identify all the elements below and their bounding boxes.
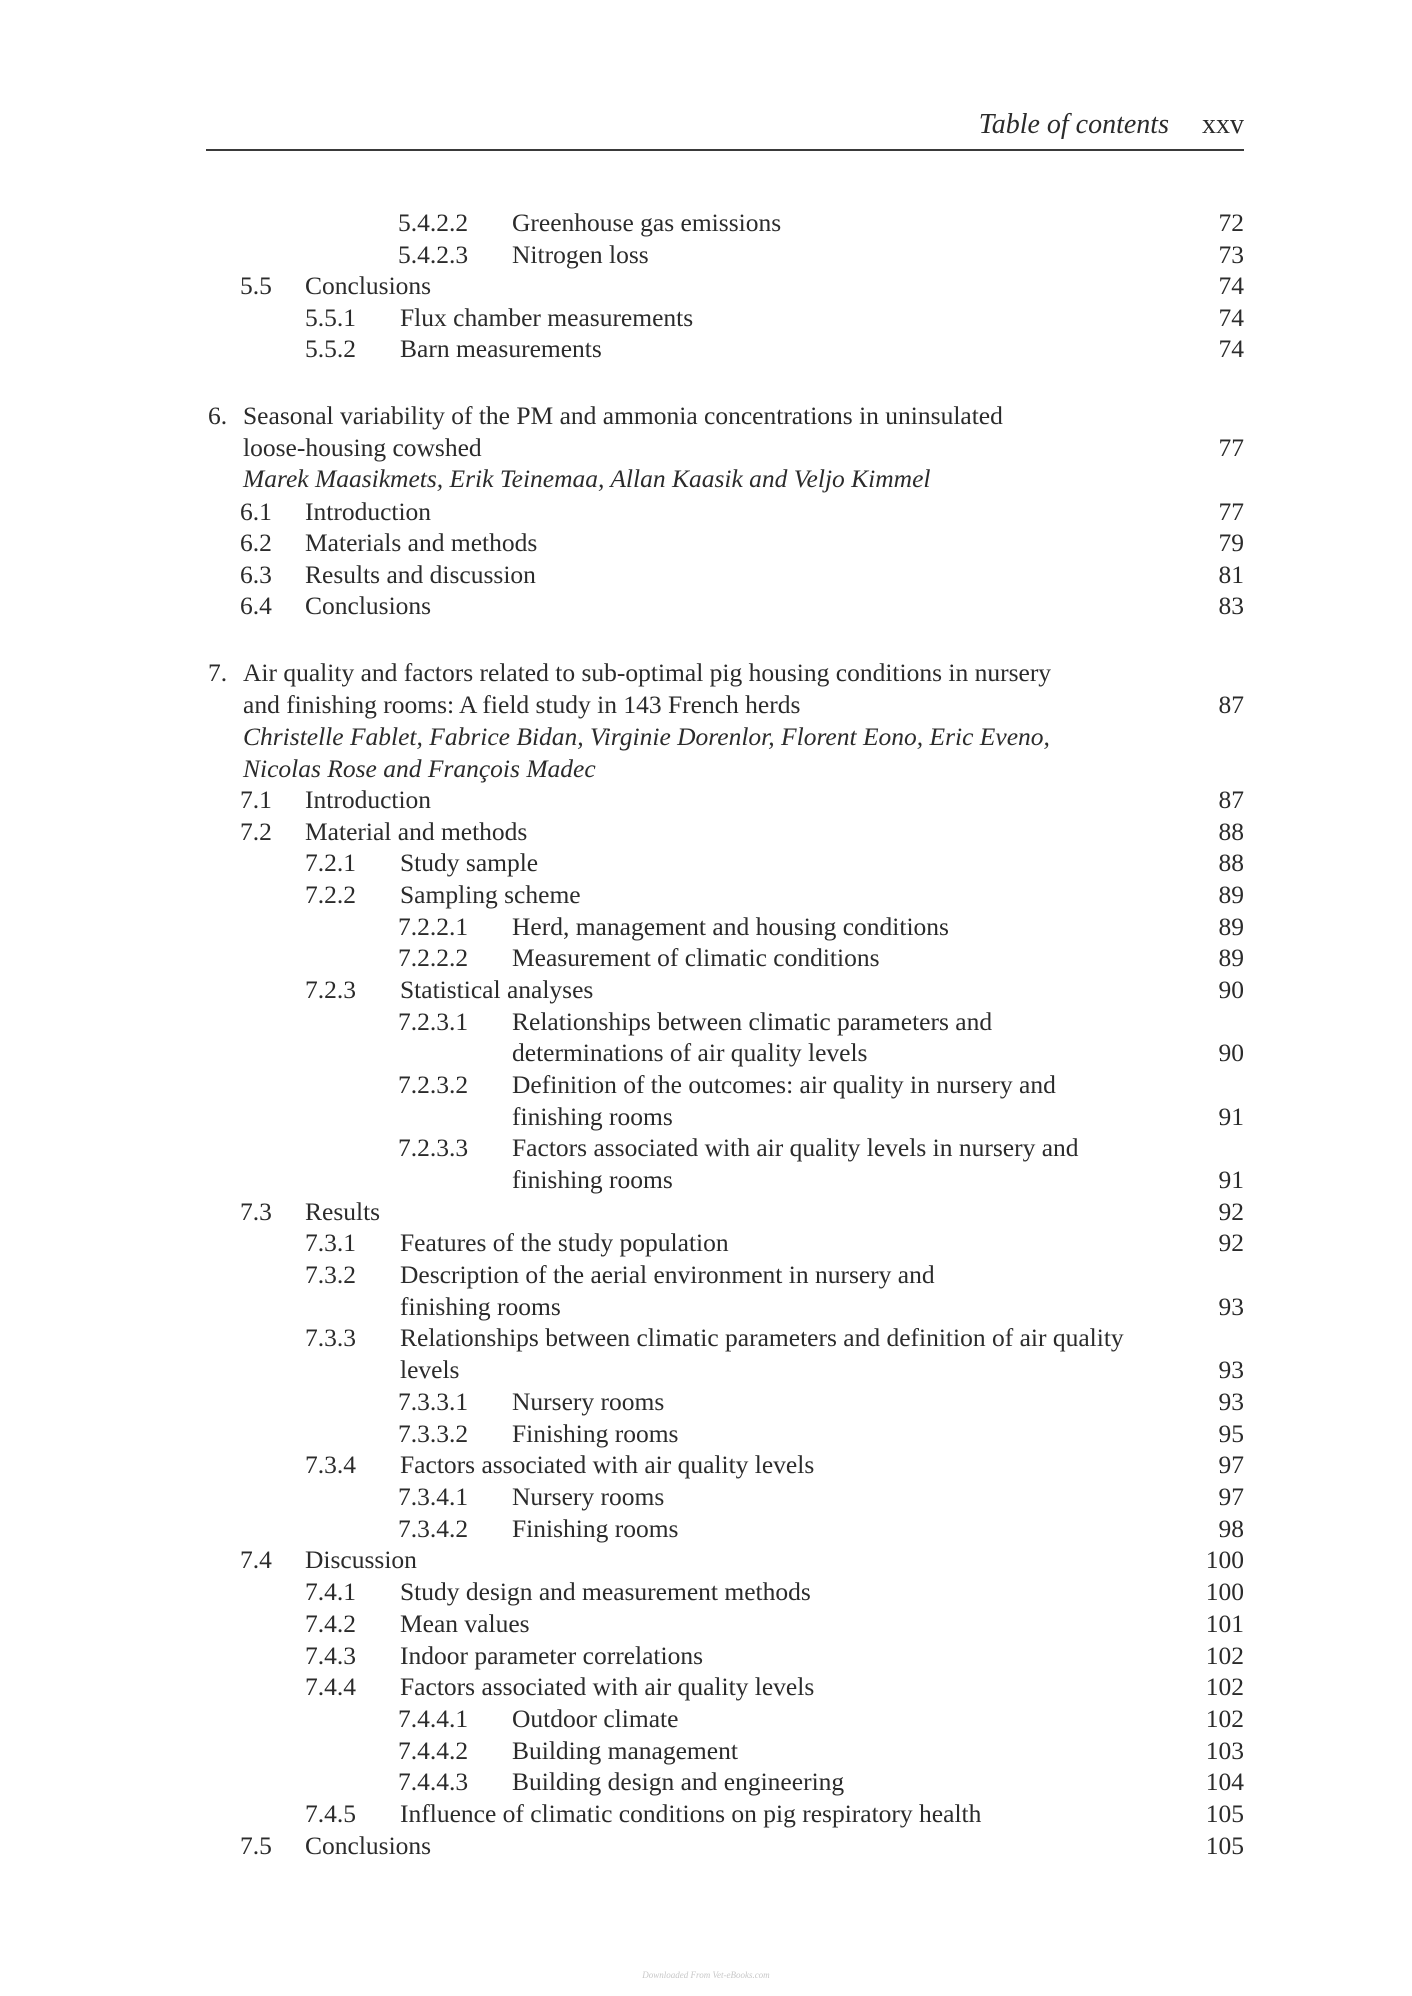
- toc-entry-title: Building design and engineering: [512, 1767, 845, 1796]
- toc-entry-title: Conclusions: [305, 1831, 432, 1860]
- toc-entry-title: levels: [400, 1355, 460, 1384]
- toc-entry[interactable]: [0, 1132, 1412, 1164]
- toc-entry-title: Conclusions: [305, 591, 432, 620]
- toc-authors-line[interactable]: [0, 753, 1412, 785]
- toc-page-number: 72: [1218, 208, 1244, 237]
- toc-entry[interactable]: [0, 1259, 1412, 1291]
- toc-entry[interactable]: [0, 1322, 1412, 1354]
- toc-page-number: 89: [1218, 912, 1244, 941]
- toc-page-number: 87: [1218, 785, 1244, 814]
- toc-entry[interactable]: [0, 1418, 1412, 1450]
- toc-entry-title: Seasonal variability of the PM and ammonia concentrations in uninsulated: [243, 401, 1003, 430]
- toc-entry-title: Factors associated with air quality levels: [400, 1450, 815, 1479]
- toc-entry-number: 6.4: [240, 591, 272, 620]
- toc-entry-number: 7.4.3: [305, 1641, 356, 1670]
- toc-entry-title: Definition of the outcomes: air quality in nursery and: [512, 1070, 1056, 1099]
- toc-page-number: 73: [1218, 240, 1244, 269]
- toc-entry-number: 7.3.4: [305, 1450, 356, 1479]
- toc-entry-title: Conclusions: [305, 271, 432, 300]
- toc-entry-number: 7.: [208, 658, 228, 687]
- toc-entry[interactable]: [0, 559, 1412, 591]
- toc-entry-number: 7.4.4.2: [398, 1736, 469, 1765]
- toc-entry-number: 7.2.3.2: [398, 1070, 469, 1099]
- toc-entry-title: Barn measurements: [400, 334, 602, 363]
- toc-entry[interactable]: [0, 239, 1412, 271]
- toc-entry[interactable]: [0, 1576, 1412, 1608]
- toc-entry-title: finishing rooms: [512, 1102, 673, 1131]
- toc-entry-number: 7.3.4.1: [398, 1482, 469, 1511]
- toc-entry-number: 7.4.4.3: [398, 1767, 469, 1796]
- toc-entry-title: Air quality and factors related to sub-optimal pig housing conditions in nursery: [243, 658, 1052, 687]
- toc-entry-title: Finishing rooms: [512, 1514, 679, 1543]
- toc-entry-title: Greenhouse gas emissions: [512, 208, 782, 237]
- toc-entry-number: 7.2.3.1: [398, 1007, 469, 1036]
- toc-entry[interactable]: [0, 1354, 1412, 1386]
- toc-entry[interactable]: [0, 1481, 1412, 1513]
- toc-entry[interactable]: [0, 974, 1412, 1006]
- toc-page-number: 89: [1218, 943, 1244, 972]
- toc-entry-title: Factors associated with air quality levels in nursery and: [512, 1133, 1079, 1162]
- toc-entry-number: 5.5.2: [305, 334, 356, 363]
- toc-entry[interactable]: [0, 1101, 1412, 1133]
- toc-entry[interactable]: [0, 590, 1412, 622]
- toc-entry[interactable]: [0, 1006, 1412, 1038]
- toc-page-number: 93: [1218, 1292, 1244, 1321]
- toc-page-number: 88: [1218, 817, 1244, 846]
- toc-page-number: 97: [1218, 1482, 1244, 1511]
- toc-entry-title: Materials and methods: [305, 528, 538, 557]
- toc-entry[interactable]: [0, 1227, 1412, 1259]
- toc-entry-number: 5.5: [240, 271, 272, 300]
- toc-entry-title: Description of the aerial environment in nursery and: [400, 1260, 935, 1289]
- toc-entry[interactable]: [0, 1671, 1412, 1703]
- toc-entry-number: 6.3: [240, 560, 272, 589]
- toc-entry-title: Flux chamber measurements: [400, 303, 694, 332]
- toc-page-number: 81: [1218, 560, 1244, 589]
- toc-entry[interactable]: [0, 911, 1412, 943]
- toc-entry[interactable]: [0, 942, 1412, 974]
- toc-entry-number: 7.1: [240, 785, 272, 814]
- toc-entry-number: 7.2.2.2: [398, 943, 469, 972]
- toc-entry-number: 7.4.1: [305, 1577, 356, 1606]
- toc-entry-title: finishing rooms: [400, 1292, 561, 1321]
- toc-page-number: 74: [1218, 303, 1244, 332]
- toc-page-number: 93: [1218, 1387, 1244, 1416]
- toc-page-number: 101: [1205, 1609, 1244, 1638]
- toc-entry-title: Introduction: [305, 785, 432, 814]
- toc-entry-title: Factors associated with air quality levels: [400, 1672, 815, 1701]
- toc-entry-number: 7.2.3: [305, 975, 356, 1004]
- toc-entry[interactable]: [0, 432, 1412, 464]
- toc-authors: Nicolas Rose and François Madec: [243, 754, 596, 783]
- toc-entry-title: loose-housing cowshed: [243, 433, 482, 462]
- toc-entry[interactable]: [0, 1735, 1412, 1767]
- toc-chapter-entry[interactable]: [0, 400, 1412, 432]
- toc-entry[interactable]: [0, 1640, 1412, 1672]
- toc-page-number: 105: [1205, 1831, 1244, 1860]
- toc-entry[interactable]: [0, 1449, 1412, 1481]
- toc-entry-number: 6.1: [240, 497, 272, 526]
- toc-entry-title: Material and methods: [305, 817, 528, 846]
- toc-entry-number: 7.2.2.1: [398, 912, 469, 941]
- toc-entry-number: 5.4.2.3: [398, 240, 469, 269]
- toc-entry-title: Introduction: [305, 497, 432, 526]
- toc-entry-number: 7.2.2: [305, 880, 356, 909]
- toc-entry[interactable]: [0, 847, 1412, 879]
- toc-page-number: 100: [1205, 1577, 1244, 1606]
- toc-entry[interactable]: [0, 496, 1412, 528]
- toc-entry-number: 6.2: [240, 528, 272, 557]
- toc-page-number: 93: [1218, 1355, 1244, 1384]
- toc-entry-number: 7.3.4.2: [398, 1514, 469, 1543]
- toc-entry-number: 7.2: [240, 817, 272, 846]
- toc-authors-line[interactable]: [0, 721, 1412, 753]
- toc-entry-title: Study design and measurement methods: [400, 1577, 811, 1606]
- toc-entry[interactable]: [0, 1766, 1412, 1798]
- toc-page-number: 91: [1218, 1102, 1244, 1131]
- toc-entry-title: Relationships between climatic parameters and definition of air quality: [400, 1323, 1124, 1352]
- toc-page-number: 90: [1218, 1038, 1244, 1067]
- toc-page-number: 90: [1218, 975, 1244, 1004]
- toc-entry[interactable]: [0, 1037, 1412, 1069]
- toc-page-number: 102: [1205, 1641, 1244, 1670]
- toc-entry-title: Nitrogen loss: [512, 240, 649, 269]
- toc-entry-title: Nursery rooms: [512, 1387, 665, 1416]
- toc-page-number: 74: [1218, 334, 1244, 363]
- toc-page-number: 92: [1218, 1228, 1244, 1257]
- toc-entry-number: 5.5.1: [305, 303, 356, 332]
- toc-entry-number: 7.4.4.1: [398, 1704, 469, 1733]
- toc-entry-number: 7.4.2: [305, 1609, 356, 1638]
- toc-page-number: 77: [1218, 433, 1244, 462]
- toc-entry[interactable]: [0, 1164, 1412, 1196]
- toc-entry[interactable]: [0, 1291, 1412, 1323]
- toc-authors-line[interactable]: [0, 463, 1412, 495]
- toc-entry-title: Outdoor climate: [512, 1704, 679, 1733]
- toc-entry-title: Measurement of climatic conditions: [512, 943, 880, 972]
- toc-entry-number: 7.5: [240, 1831, 272, 1860]
- toc-entry-title: Relationships between climatic parameters and: [512, 1007, 993, 1036]
- toc-page-number: 97: [1218, 1450, 1244, 1479]
- toc-entry[interactable]: [0, 816, 1412, 848]
- toc-entry-number: 7.3.1: [305, 1228, 356, 1257]
- toc-entry-title: Indoor parameter correlations: [400, 1641, 704, 1670]
- toc-page-number: 83: [1218, 591, 1244, 620]
- toc-entry-title: Herd, management and housing conditions: [512, 912, 949, 941]
- toc-page-number: 95: [1218, 1419, 1244, 1448]
- toc-page-number: 77: [1218, 497, 1244, 526]
- toc-entry-title: Discussion: [305, 1545, 417, 1574]
- toc-page-number: 87: [1218, 690, 1244, 719]
- toc-page-number: 91: [1218, 1165, 1244, 1194]
- toc-entry[interactable]: [0, 1608, 1412, 1640]
- toc-entry[interactable]: [0, 1798, 1412, 1830]
- toc-entry-title: Mean values: [400, 1609, 530, 1638]
- toc-entry-number: 7.3.3: [305, 1323, 356, 1352]
- toc-entry[interactable]: [0, 527, 1412, 559]
- toc-page-number: 102: [1205, 1672, 1244, 1701]
- toc-entry[interactable]: [0, 784, 1412, 816]
- toc-entry-title: Results: [305, 1197, 381, 1226]
- toc-page-number: 98: [1218, 1514, 1244, 1543]
- toc-entry-number: 5.4.2.2: [398, 208, 469, 237]
- toc-page-number: 104: [1205, 1767, 1244, 1796]
- toc-page-number: 105: [1205, 1799, 1244, 1828]
- toc-entry-title: Study sample: [400, 848, 539, 877]
- toc-entry-number: 7.3.3.1: [398, 1387, 469, 1416]
- toc-entry-title: Sampling scheme: [400, 880, 581, 909]
- watermark: Downloaded From Vet-eBooks.com: [642, 1970, 770, 1980]
- toc-entry-title: Nursery rooms: [512, 1482, 665, 1511]
- toc-entry-title: finishing rooms: [512, 1165, 673, 1194]
- toc-entry-number: 7.3: [240, 1197, 272, 1226]
- toc-page-number: 102: [1205, 1704, 1244, 1733]
- toc-entry-title: Influence of climatic conditions on pig respiratory health: [400, 1799, 982, 1828]
- toc-page-number: 92: [1218, 1197, 1244, 1226]
- toc-entry[interactable]: [0, 1544, 1412, 1576]
- toc-entry-number: 7.2.1: [305, 848, 356, 877]
- toc-entry[interactable]: [0, 1703, 1412, 1735]
- toc-entry-number: 7.2.3.3: [398, 1133, 469, 1162]
- toc-entry[interactable]: [0, 1069, 1412, 1101]
- toc-entry-title: and finishing rooms: A field study in 143 French herds: [243, 690, 801, 719]
- toc-entry[interactable]: [0, 1830, 1412, 1862]
- toc-page-number: 74: [1218, 271, 1244, 300]
- toc-entry-number: 7.4.4: [305, 1672, 356, 1701]
- toc-entry[interactable]: [0, 1386, 1412, 1418]
- toc-authors: Marek Maasikmets, Erik Teinemaa, Allan Kaasik and Veljo Kimmel: [243, 464, 931, 493]
- toc-entry-title: Finishing rooms: [512, 1419, 679, 1448]
- toc-entry[interactable]: [0, 333, 1412, 365]
- toc-entry-title: Features of the study population: [400, 1228, 729, 1257]
- toc-entry-title: Building management: [512, 1736, 738, 1765]
- toc-entry[interactable]: [0, 879, 1412, 911]
- toc-page-number: 89: [1218, 880, 1244, 909]
- toc-entry[interactable]: [0, 689, 1412, 721]
- toc-entry[interactable]: [0, 1196, 1412, 1228]
- toc-entry-number: 7.4.5: [305, 1799, 356, 1828]
- toc-entry[interactable]: [0, 302, 1412, 334]
- toc-entry-number: 7.3.2: [305, 1260, 356, 1289]
- toc-page-number: 79: [1218, 528, 1244, 557]
- toc-entry-number: 7.4: [240, 1545, 272, 1574]
- toc-entry-title: Results and discussion: [305, 560, 536, 589]
- toc-authors: Christelle Fablet, Fabrice Bidan, Virginie Dorenlor, Florent Eono, Eric Eveno,: [243, 722, 1050, 751]
- toc-entry-number: 7.3.3.2: [398, 1419, 469, 1448]
- toc-entry[interactable]: [0, 207, 1412, 239]
- toc-entry-number: 6.: [208, 401, 228, 430]
- toc-entry-title: Statistical analyses: [400, 975, 594, 1004]
- toc-page-number: 100: [1205, 1545, 1244, 1574]
- toc-entry-title: determinations of air quality levels: [512, 1038, 868, 1067]
- toc-entry[interactable]: [0, 270, 1412, 302]
- toc-entry[interactable]: [0, 1513, 1412, 1545]
- running-head-page-number: xxv: [1202, 109, 1244, 140]
- toc-page-number: 103: [1205, 1736, 1244, 1765]
- toc-page-number: 88: [1218, 848, 1244, 877]
- toc-chapter-entry[interactable]: [0, 657, 1412, 689]
- running-head-title: Table of contents: [978, 109, 1169, 140]
